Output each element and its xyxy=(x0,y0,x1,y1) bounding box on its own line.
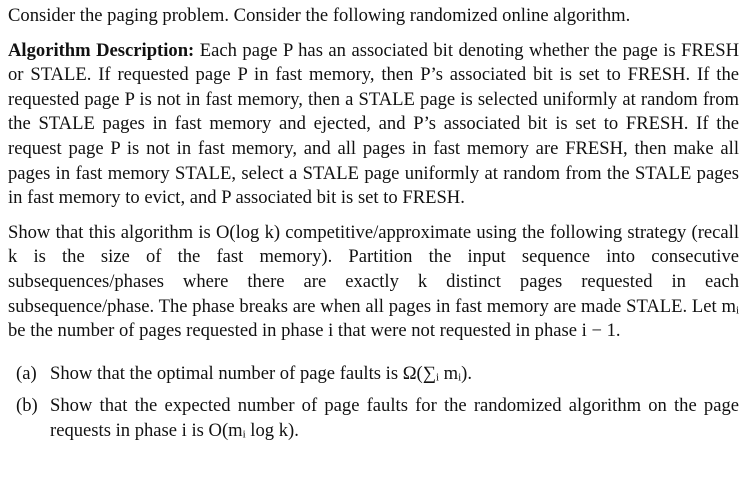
algorithm-heading: Algorithm Description: xyxy=(8,39,195,61)
algorithm-body: Each page P has an associated bit denoting whether the page is FRESH or STALE. If requested page P in fast memory, then P’s associated bit is set to FRESH. If the requested page P is not in fast memory, then a STALE page is selected uniformly at random from the STALE pages in fast memory and ejected, and P’s associated bit is set to FRESH. If the request page P is not in fast memory, and all pages in fast memory are FRESH, then make all pages in fast memory STALE, select a STALE page uniformly at random from the STALE pages in fast memory to evict, and P associated bit is set to FRESH. xyxy=(8,39,739,209)
part-b-text: Show that the expected number of page faults for the randomized algorithm on the page requests in phase i is O(mᵢ log k). xyxy=(50,395,739,441)
question-part-b xyxy=(8,394,739,443)
question-parts xyxy=(8,362,739,444)
task-paragraph: Show that this algorithm is O(log k) competitive/approximate using the following strategy (recall k is the size of the fast memory). Partition the input sequence into consecutive subsequences/phases where there are exactly k distinct pages requested in each subsequence/phase. The phase breaks are when all pages in fast memory are made STALE. Let mᵢ be the number of pages requested in phase i that were not requested in phase i − 1. xyxy=(8,221,739,342)
part-a-text: Show that the optimal number of page faults is Ω(∑ᵢ mᵢ). xyxy=(50,362,473,384)
question-part-a xyxy=(8,362,739,387)
part-b-label: (b) xyxy=(16,395,38,417)
algorithm-paragraph xyxy=(8,39,739,211)
part-a-label: (a) xyxy=(16,362,37,384)
intro-paragraph: Consider the paging problem. Consider the following randomized online algorithm. xyxy=(8,5,631,26)
